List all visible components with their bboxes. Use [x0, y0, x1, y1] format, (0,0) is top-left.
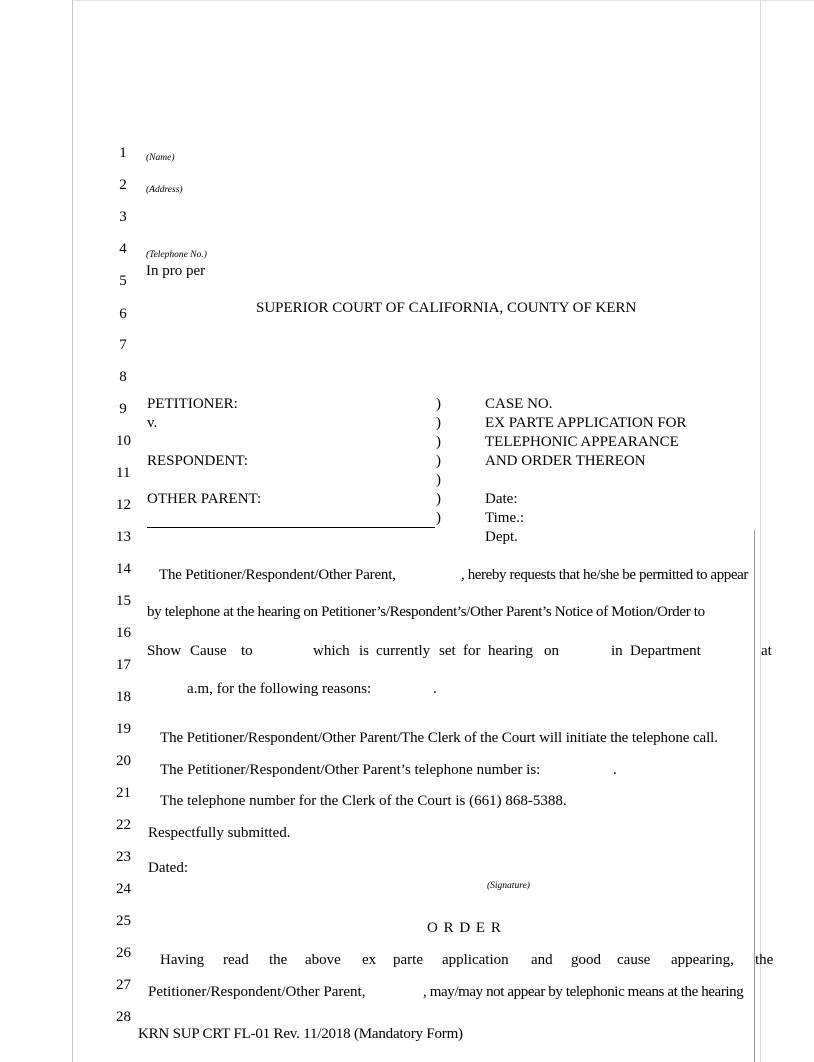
right-margin-rule-inner [754, 530, 755, 1062]
word: good [571, 952, 601, 968]
line-number: 12 [116, 497, 131, 513]
phone-number-text: The Petitioner/Respondent/Other Parent’s telephone number is: [160, 762, 541, 778]
line-number: 7 [119, 337, 127, 353]
court-title: SUPERIOR COURT OF CALIFORNIA, COUNTY OF KERN [256, 300, 637, 316]
word: read [223, 952, 249, 968]
word: hearing [488, 643, 533, 659]
word: Cause [190, 643, 227, 659]
clerk-phone-text: The telephone number for the Clerk of the Court is (661) 868-5388. [160, 793, 567, 809]
line-number: 18 [116, 689, 131, 705]
dated-label: Dated: [148, 860, 188, 876]
request-text-part1: The Petitioner/Respondent/Other Parent, [159, 567, 396, 583]
caption-paren: ) [436, 491, 441, 507]
line-number: 1 [119, 145, 127, 161]
line-number: 16 [116, 625, 131, 641]
left-margin-rule [72, 0, 73, 1062]
line-number: 22 [116, 817, 131, 833]
word: is [359, 643, 370, 659]
document-title-line1: EX PARTE APPLICATION FOR [485, 415, 687, 431]
word: above [305, 952, 341, 968]
address-label: (Address) [146, 185, 183, 195]
word: at [761, 643, 772, 659]
caption-paren: ) [436, 510, 441, 526]
word: to [241, 643, 253, 659]
word: the [269, 952, 288, 968]
line-number: 17 [116, 657, 131, 673]
caption-paren: ) [436, 415, 441, 431]
caption-paren: ) [436, 396, 441, 412]
document-title-line2: TELEPHONIC APPEARANCE [485, 434, 679, 450]
name-label: (Name) [146, 153, 175, 163]
word: the [755, 952, 774, 968]
word: which [313, 643, 350, 659]
word: on [544, 643, 559, 659]
form-footer: KRN SUP CRT FL-01 Rev. 11/2018 (Mandatory Form) [138, 1026, 463, 1042]
line-number: 24 [116, 881, 131, 897]
line-number: 28 [116, 1009, 131, 1025]
line-number: 26 [116, 945, 131, 961]
word: in [611, 643, 623, 659]
word: set [439, 643, 456, 659]
word: and [531, 952, 553, 968]
telephone-label: (Telephone No.) [146, 250, 207, 260]
line-number: 3 [119, 209, 127, 225]
top-border [72, 0, 814, 1]
caption-paren: ) [436, 472, 441, 488]
document-title-line3: AND ORDER THEREON [485, 453, 646, 469]
versus-label: v. [147, 415, 158, 431]
word: cause [617, 952, 651, 968]
line-number: 10 [116, 433, 131, 449]
in-pro-per: In pro per [146, 263, 206, 279]
reasons-period: . [433, 681, 437, 697]
caption-underline [147, 527, 435, 528]
petitioner-label: PETITIONER: [147, 396, 238, 412]
line-number: 21 [116, 785, 131, 801]
respectfully-submitted: Respectfully submitted. [148, 825, 291, 841]
line-number: 13 [116, 529, 131, 545]
line-number: 27 [116, 977, 131, 993]
line-number: 25 [116, 913, 131, 929]
line-number: 9 [119, 401, 127, 417]
caption-paren: ) [436, 434, 441, 450]
line-number: 14 [116, 561, 131, 577]
line-number: 2 [119, 177, 127, 193]
word: parte [393, 952, 423, 968]
word: Having [160, 952, 205, 968]
signature-label: (Signature) [487, 881, 530, 891]
reasons-label: a.m, for the following reasons: [187, 681, 372, 697]
hearing-dept-label: Dept. [485, 529, 518, 545]
line-number: 15 [116, 593, 131, 609]
line-number: 5 [119, 273, 127, 289]
word: appearing, [671, 952, 734, 968]
line-number: 19 [116, 721, 131, 737]
hearing-date-label: Date: [485, 491, 518, 507]
request-text-part2: , hereby requests that he/she be permitted to appear [461, 567, 749, 583]
respondent-label: RESPONDENT: [147, 453, 248, 469]
line-number: 11 [116, 465, 131, 481]
order-heading: O R D E R [427, 920, 502, 936]
word: currently [376, 643, 431, 659]
line-number: 8 [119, 369, 127, 385]
order-line2-part1: Petitioner/Respondent/Other Parent, [148, 984, 366, 1000]
order-line2-part2: , may/may not appear by telephonic means at the hearing [423, 984, 744, 1000]
word: application [442, 952, 509, 968]
word: ex [362, 952, 377, 968]
word: for [463, 643, 481, 659]
request-text-line2: by telephone at the hearing on Petitioner’s/Respondent’s/Other Parent’s Notice of Motion/Order to [147, 604, 705, 620]
line-number: 20 [116, 753, 131, 769]
line-number: 4 [119, 241, 127, 257]
word: Show [147, 643, 182, 659]
word: Department [630, 643, 701, 659]
caption-paren: ) [436, 453, 441, 469]
other-parent-label: OTHER PARENT: [147, 491, 262, 507]
line-number: 23 [116, 849, 131, 865]
call-initiation-text: The Petitioner/Respondent/Other Parent/The Clerk of the Court will initiate the telephone call. [160, 730, 718, 746]
hearing-time-label: Time.: [485, 510, 525, 526]
right-margin-rule [760, 0, 761, 1062]
phone-number-period: . [613, 762, 617, 778]
line-number: 6 [119, 306, 127, 322]
case-no-label: CASE NO. [485, 396, 553, 412]
